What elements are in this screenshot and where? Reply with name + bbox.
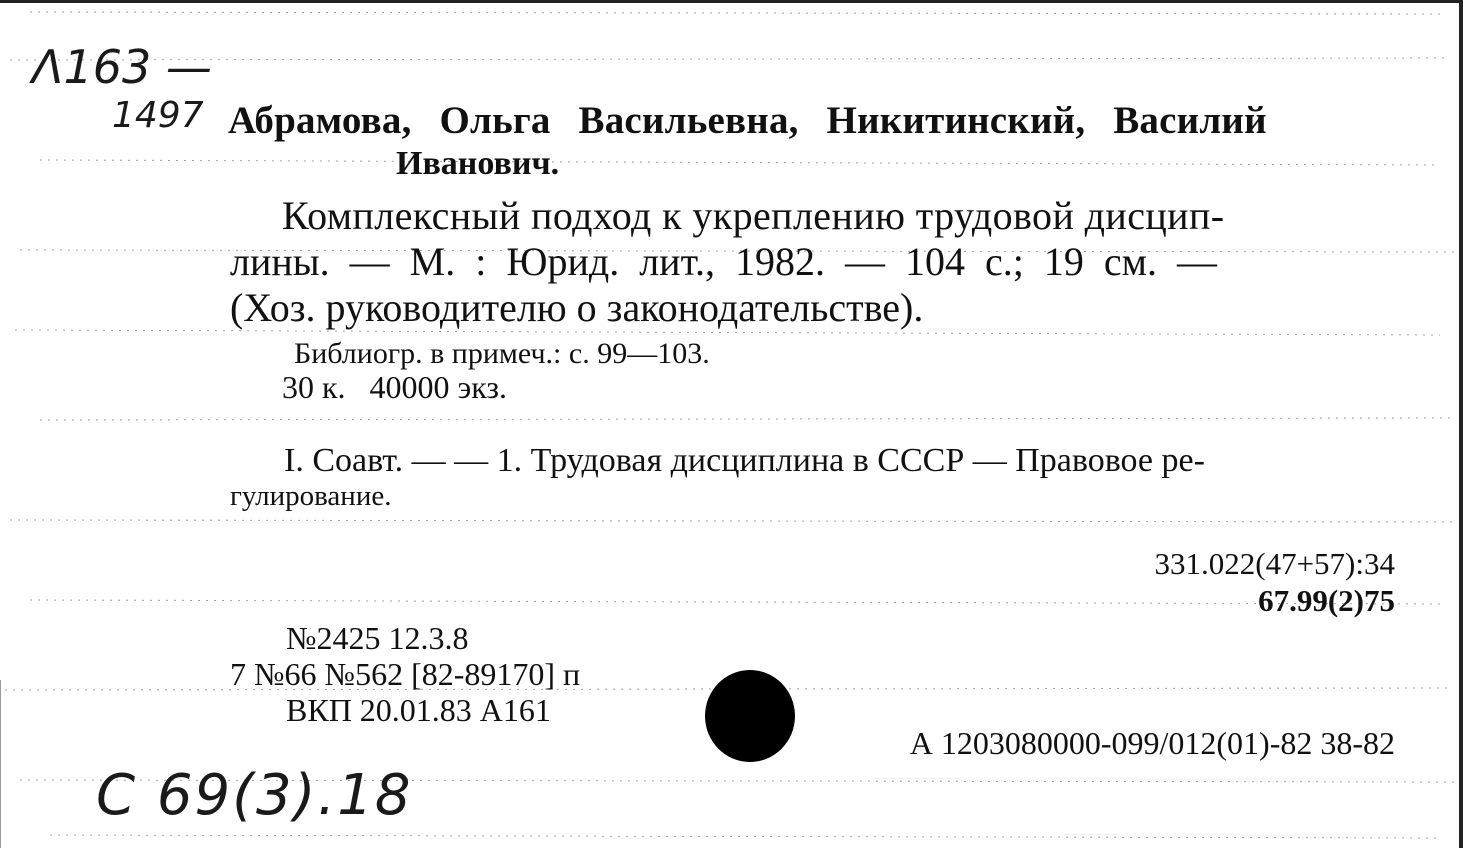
title-line3: (Хоз. руководителю о законодательстве). (230, 285, 924, 330)
order-number: №2425 12.3.8 (286, 620, 469, 656)
udc-index: 331.022(47+57):34 (1154, 546, 1395, 581)
handwritten-shelfmark: С 69(3).18 (96, 763, 413, 828)
registry-line: ВКП 20.01.83 А161 (286, 692, 551, 728)
card-punch-hole (705, 670, 795, 762)
bbk-index: 67.99(2)75 (1258, 583, 1395, 618)
author-heading-line1: Абрамова, Ольга Васильевна, Никитинский, Василий (228, 99, 1267, 142)
title-line2: лины. — М. : Юрид. лит., 1982. — 104 с.; 19 см. — (230, 239, 1217, 284)
price-and-copies: 30 к. 40000 экз. (282, 369, 508, 405)
bibliography-note: Библиогр. в примеч.: с. 99—103. (294, 337, 710, 370)
subject-tracings-line1: I. Соавт. — — 1. Трудовая дисциплина в СССР — Правовое ре- (284, 442, 1205, 479)
subject-tracings-line2: гулирование. (230, 480, 392, 512)
title-line1: Комплексный подход к укреплению трудовой дисцип- (282, 193, 1225, 238)
card-numbers: 7 №66 №562 [82-89170] п (230, 656, 581, 692)
publisher-code: А 1203080000-099/012(01)-82 38-82 (909, 725, 1395, 761)
handwritten-inventory-bottom: 1497 (112, 95, 204, 136)
handwritten-inventory-top: Λ163 — (32, 40, 212, 94)
author-heading-line2: Иванович. (396, 145, 560, 182)
